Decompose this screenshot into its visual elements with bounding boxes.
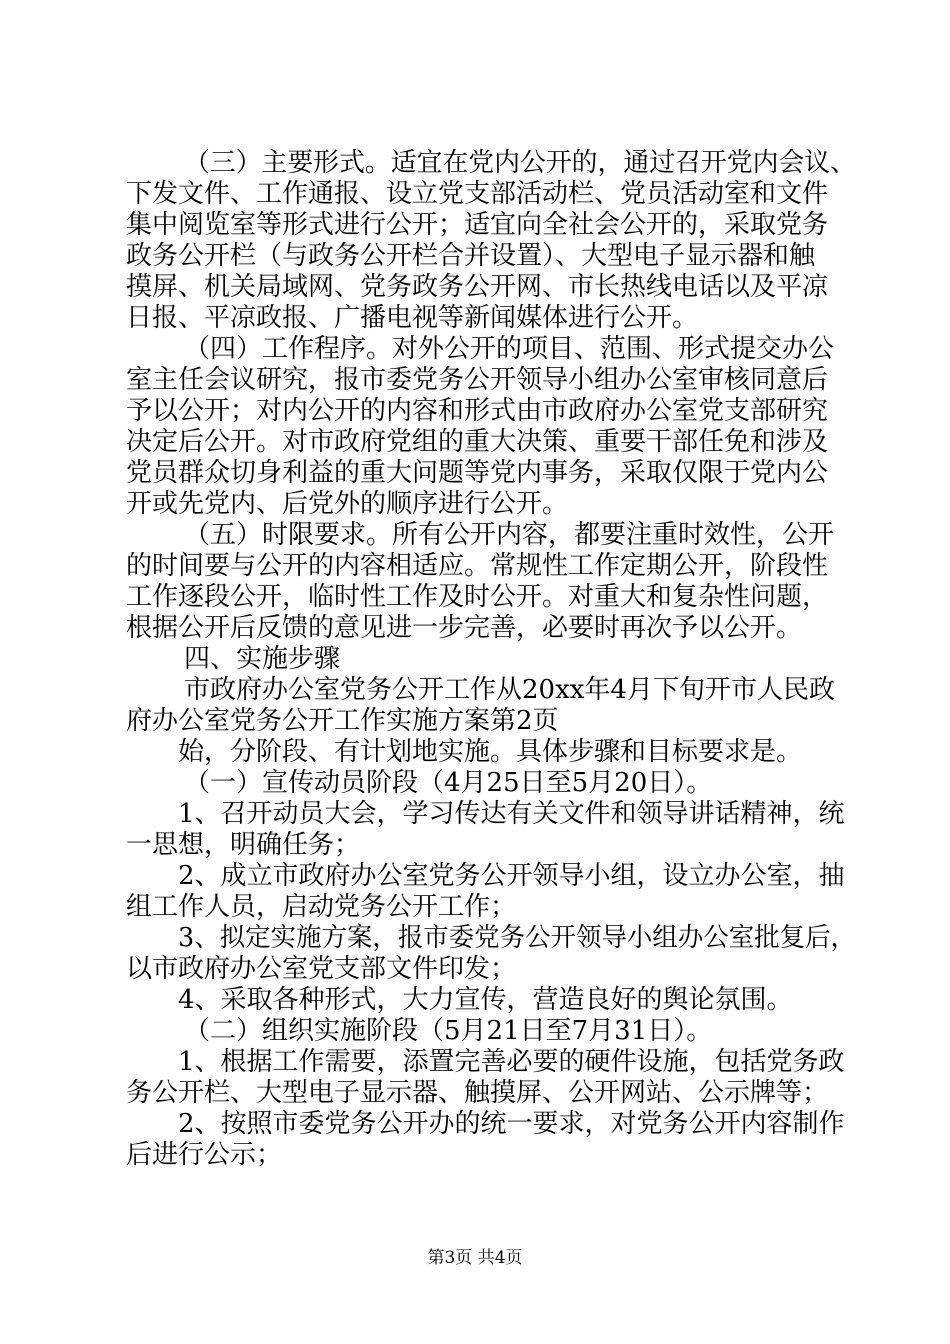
text-line: 党员群众切身利益的重大问题等党内事务，采取仅限于党内公 [126, 458, 829, 488]
text-line: 以市政府办公室党支部文件印发； [126, 954, 517, 984]
text-line: 组工作人员，启动党务公开工作； [126, 892, 517, 922]
page-number: 第3页 共4页 [427, 1248, 523, 1268]
text-line: 始，分阶段、有计划地实施。具体步骤和目标要求是。 [178, 737, 803, 767]
text-line: （二）组织实施阶段（5月21日至7月31日）。 [184, 1016, 713, 1046]
text-line: 2、按照市委党务公开办的统一要求，对党务公开内容制作 [178, 1109, 845, 1139]
text-line: 务公开栏、大型电子显示器、触摸屏、公开网站、公示牌等； [126, 1078, 829, 1108]
text-line: 下发文件、工作通报、设立党支部活动栏、党员活动室和文件 [126, 179, 829, 209]
text-line: 4、采取各种形式，大力宣传，营造良好的舆论氛围。 [178, 985, 793, 1015]
text-line: 工作逐段公开，临时性工作及时公开。对重大和复杂性问题， [126, 582, 829, 612]
text-line: 予以公开；对内公开的内容和形式由市政府办公室党支部研究 [126, 396, 829, 426]
text-line: 3、拟定实施方案，报市委党务公开领导小组办公室批复后， [178, 923, 856, 953]
text-line: 后进行公示； [126, 1140, 283, 1170]
text-line: 2、成立市政府办公室党务公开领导小组，设立办公室，抽 [178, 861, 845, 891]
text-line: 1、根据工作需要，添置完善必要的硬件设施，包括党务政 [178, 1047, 845, 1077]
text-line: 四、实施步骤 [184, 644, 341, 674]
text-line: 集中阅览室等形式进行公开；适宜向全社会公开的，采取党务 [126, 210, 829, 240]
text-line: 市政府办公室党务公开工作从20xx年4月下旬开市人民政 [184, 675, 835, 705]
text-line: 政务公开栏（与政务公开栏合并设置）、大型电子显示器和触 [126, 241, 816, 271]
text-line: 的时间要与公开的内容相适应。常规性工作定期公开，阶段性 [126, 551, 829, 581]
text-line: 一思想，明确任务； [126, 830, 361, 860]
text-line: 府办公室党务公开工作实施方案第2页 [126, 706, 559, 736]
text-line: 1、召开动员大会，学习传达有关文件和领导讲话精神，统 [178, 799, 845, 829]
text-line: （四）工作程序。对外公开的项目、范围、形式提交办公 [184, 334, 835, 364]
text-line: （五）时限要求。所有公开内容，都要注重时效性，公开 [184, 520, 835, 550]
text-line: 决定后公开。对市政府党组的重大决策、重要干部任免和涉及 [126, 427, 829, 457]
text-line: 摸屏、机关局域网、党务政务公开网、市长热线电话以及平凉 [126, 272, 829, 302]
text-line: 日报、平凉政报、广播电视等新闻媒体进行公开。 [126, 303, 699, 333]
text-line: （三）主要形式。适宜在党内公开的，通过召开党内会议、 [184, 148, 856, 178]
text-line: 根据公开后反馈的意见进一步完善，必要时再次予以公开。 [126, 613, 803, 643]
text-line: 室主任会议研究，报市委党务公开领导小组办公室审核同意后 [126, 365, 829, 395]
text-line: （一）宣传动员阶段（4月25日至5月20日）。 [184, 768, 713, 798]
text-line: 开或先党内、后党外的顺序进行公开。 [126, 489, 569, 519]
